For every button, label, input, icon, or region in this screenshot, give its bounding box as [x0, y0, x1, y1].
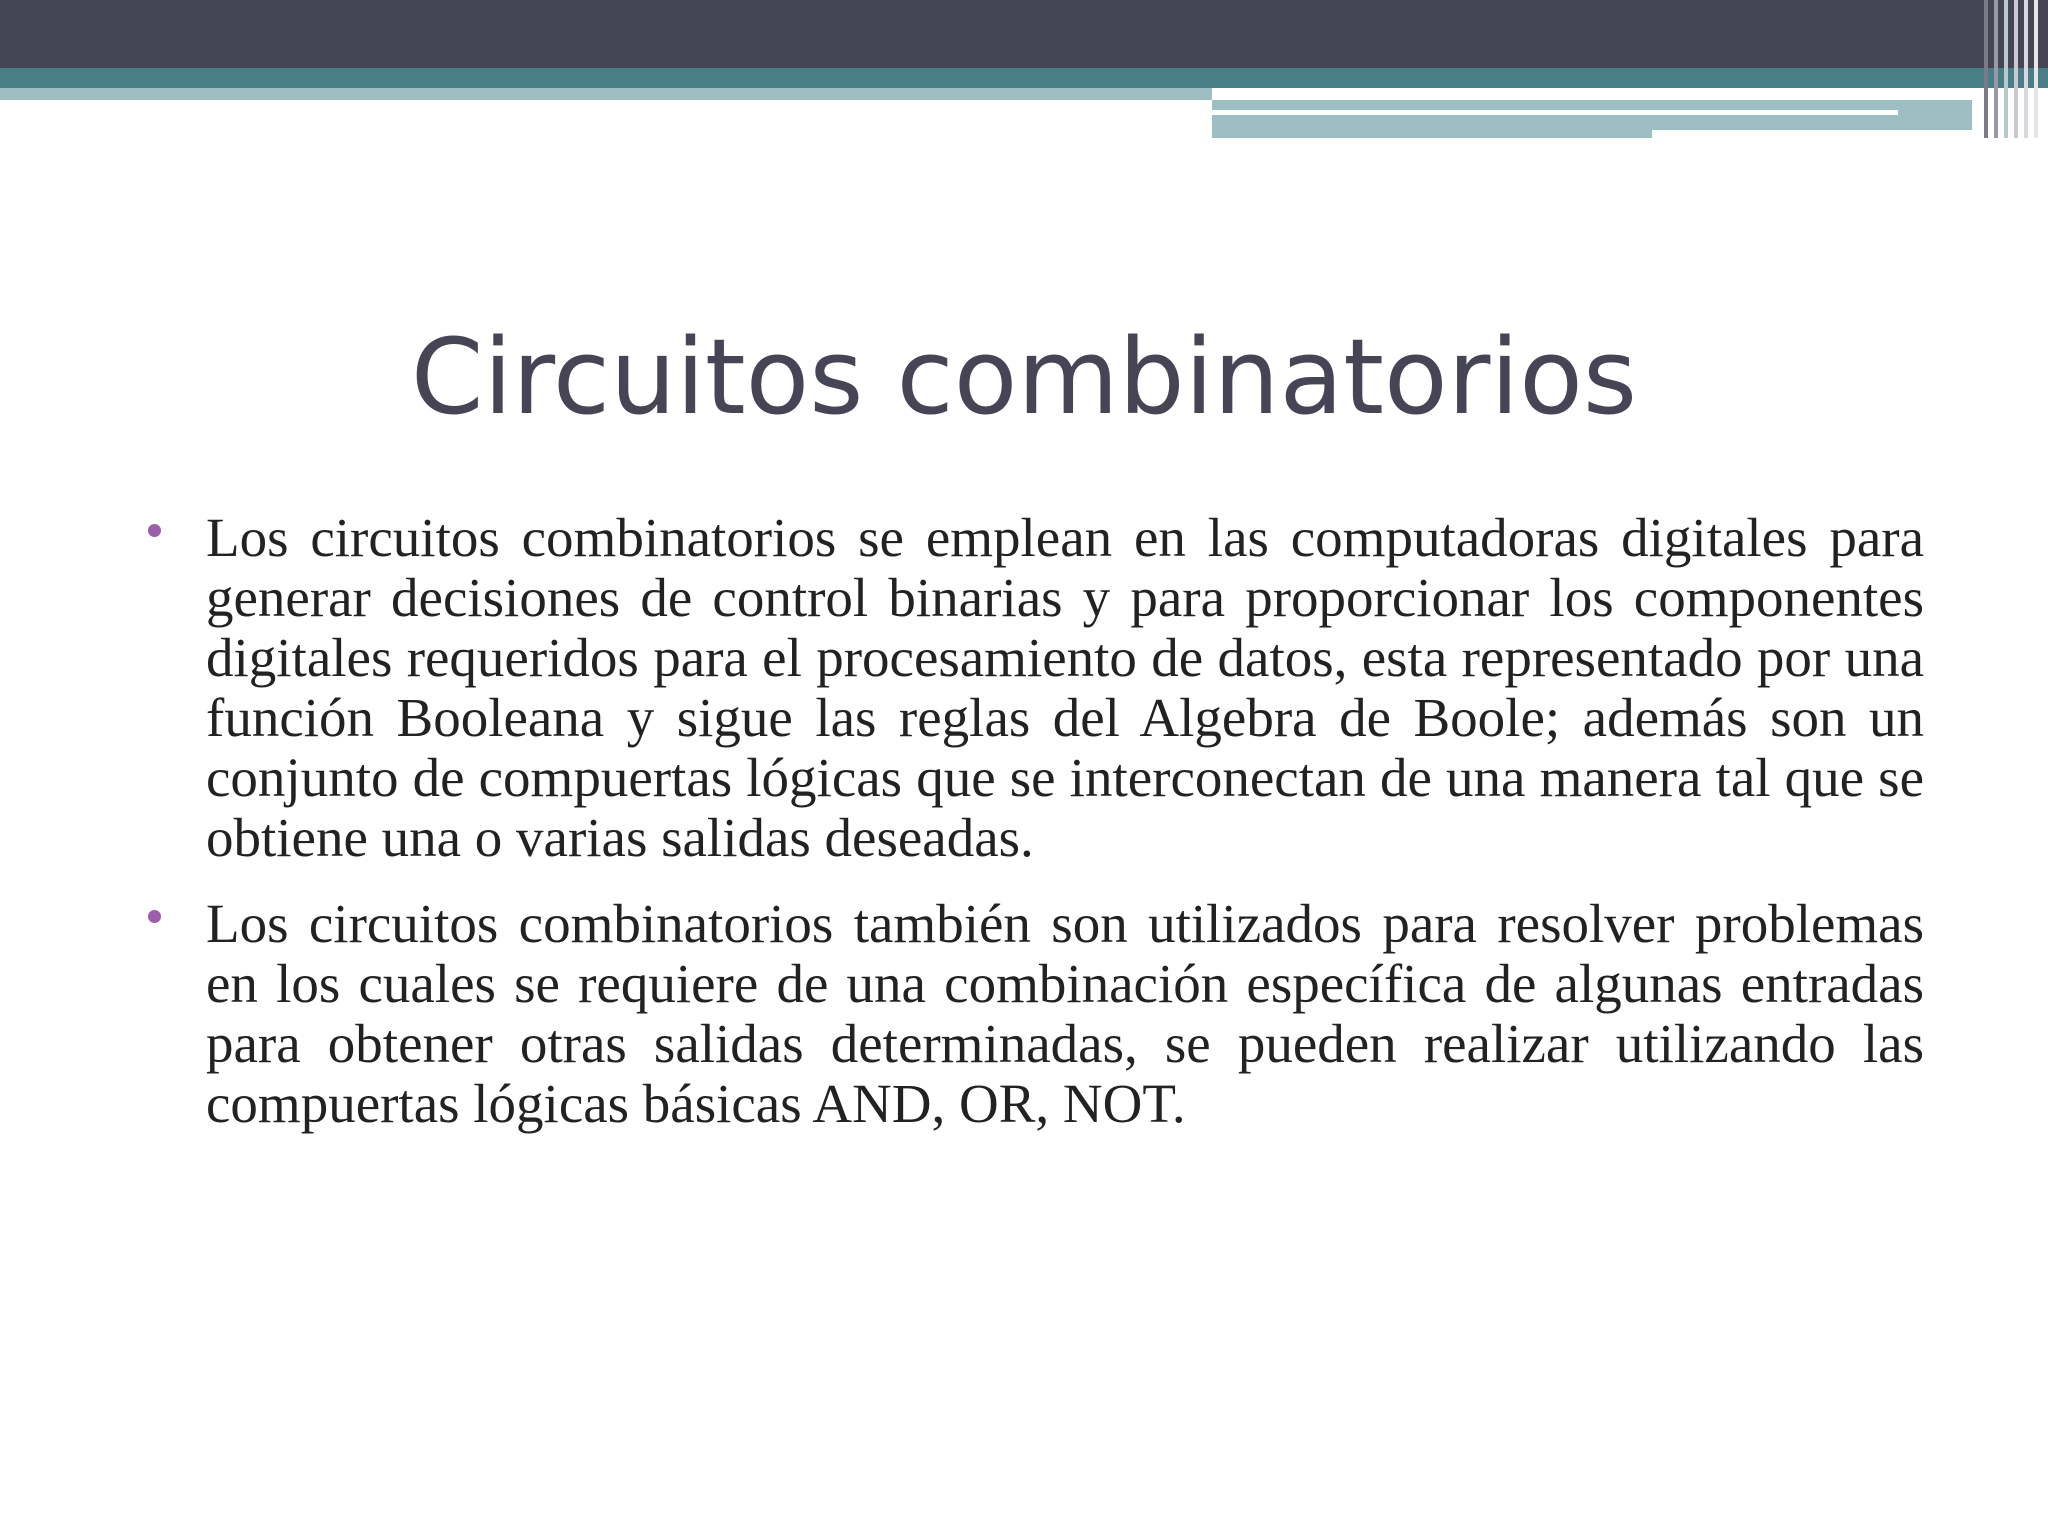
- header-stripe: [2004, 0, 2008, 138]
- bullet-item: [148, 508, 1924, 868]
- header-stripe: [2014, 0, 2018, 138]
- header-white-line: [1652, 130, 1972, 138]
- bullet-list: [148, 508, 1924, 1160]
- header-bar-dark: [0, 0, 2048, 68]
- header-stripe: [1994, 0, 1998, 138]
- header-stripe: [2024, 0, 2028, 138]
- bullet-text: Los circuitos combinatorios también son utilizados para resolver problemas en los cuales se requiere de una combinación específica de algunas entradas para obtener otras salidas determinadas, se pueden realizar utilizando las compuertas lógicas básicas AND, OR, NOT.: [206, 893, 1924, 1134]
- header-stripe: [2034, 0, 2038, 138]
- header-stripe: [1984, 0, 1988, 138]
- bullet-item: [148, 894, 1924, 1134]
- header-bar-light-left: [0, 88, 1212, 100]
- header-white-line: [1212, 110, 1898, 115]
- bullet-text: Los circuitos combinatorios se emplean en las computadoras digitales para generar decisiones de control binarias y para proporcionar los componentes digitales requeridos para el procesamiento de datos, esta representado por una función Booleana y sigue las reglas del Algebra de Boole; además son un conjunto de compuertas lógicas que se interconectan de una manera tal que se obtiene una o varias salidas deseadas.: [206, 507, 1924, 868]
- slide-title: Circuitos combinatorios: [410, 316, 1638, 438]
- bullet-icon: [148, 524, 161, 537]
- bullet-icon: [148, 910, 161, 923]
- header-bar-teal: [0, 68, 2048, 88]
